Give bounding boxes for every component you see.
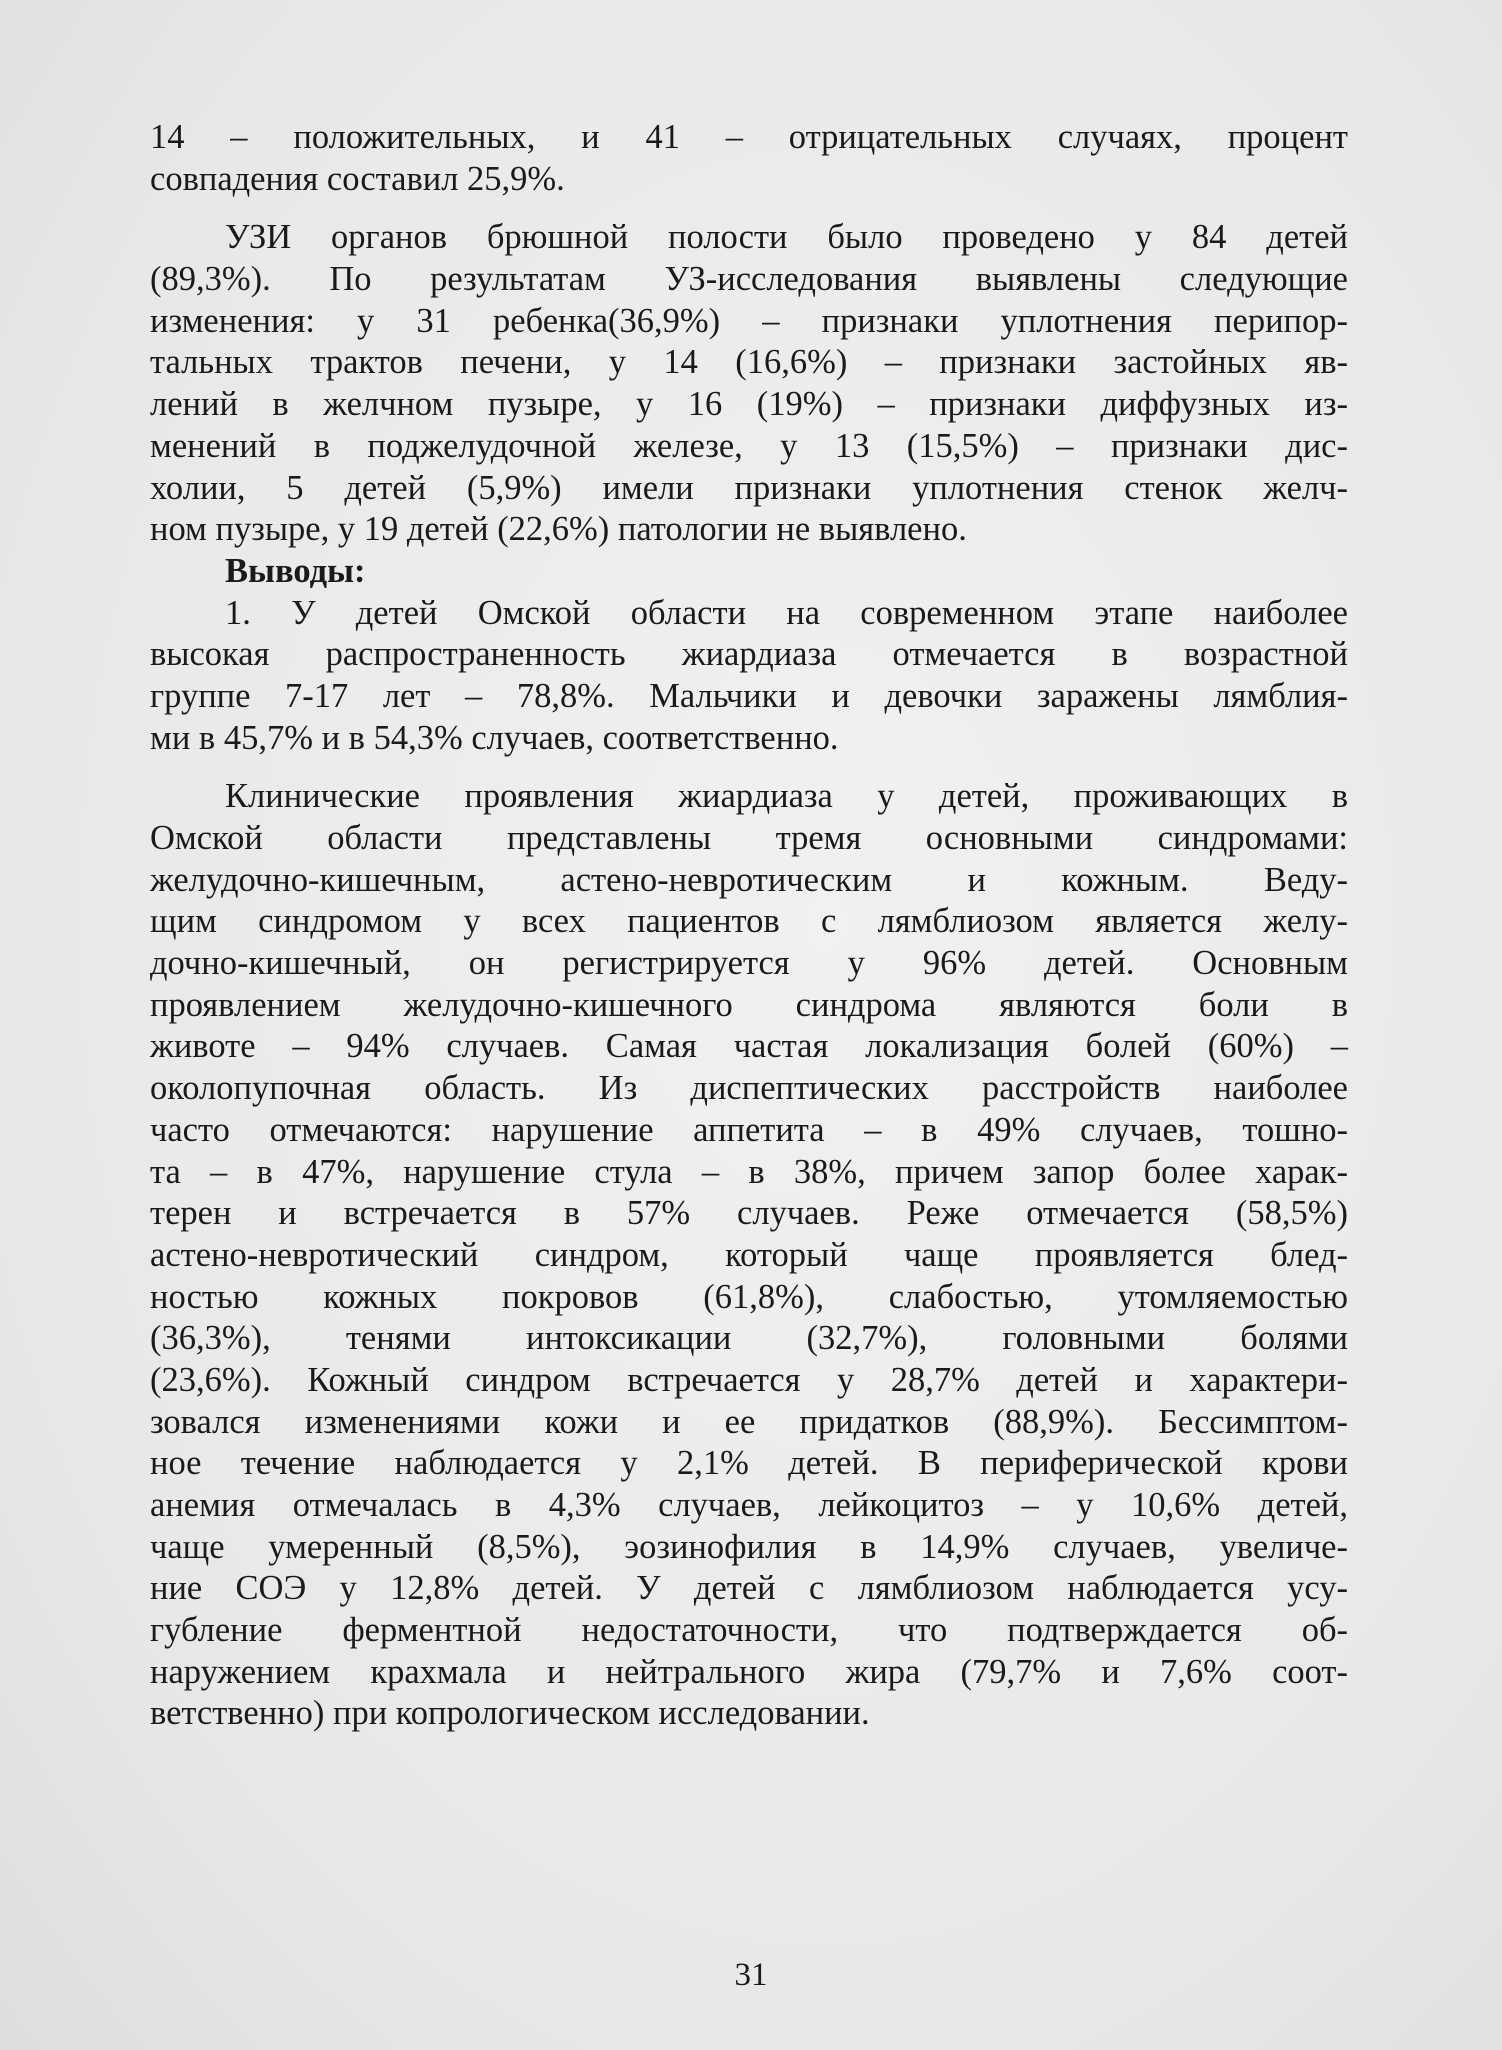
text-line: чаще умеренный (8,5%), эозинофилия в 14,9% случаев, увеличе- xyxy=(150,1527,1348,1566)
text-line: ностью кожных покровов (61,8%), слабостью, утомляемостью xyxy=(150,1277,1348,1316)
paragraph-3 xyxy=(150,593,1348,760)
page-number: 31 xyxy=(734,1957,768,1993)
text-line: ном пузыре, у 19 детей (22,6%) патологии не выявлено. xyxy=(150,510,967,549)
text-line: околопупочная область. Из диспептических расстройств наиболее xyxy=(150,1069,1348,1108)
text-line: (89,3%). По результатам УЗ-исследования выявлены следующие xyxy=(150,260,1348,299)
text-line: проявлением желудочно-кишечного синдрома являются боли в xyxy=(150,985,1348,1024)
text-line: (36,3%), тенями интоксикации (32,7%), головными болями xyxy=(150,1319,1348,1358)
text-line: совпадения составил 25,9%. xyxy=(150,159,565,198)
text-line: ветственно) при копрологическом исследовании. xyxy=(150,1694,870,1733)
text-line: высокая распространенность жиардиаза отмечается в возрастной xyxy=(150,635,1348,674)
text-line: лений в желчном пузыре, у 16 (19%) – признаки диффузных из- xyxy=(150,385,1348,424)
text-line: ное течение наблюдается у 2,1% детей. В периферической крови xyxy=(150,1444,1348,1483)
text-line: группе 7-17 лет – 78,8%. Мальчики и девочки заражены лямблия- xyxy=(150,676,1348,715)
text-line: щим синдромом у всех пациентов с лямблиозом является желу- xyxy=(150,902,1348,941)
text-line: ми в 45,7% и в 54,3% случаев, соответственно. xyxy=(150,718,839,757)
text-line: животе – 94% случаев. Самая частая локализация болей (60%) – xyxy=(150,1027,1348,1066)
paragraph-4 xyxy=(150,776,1348,1735)
text-line: анемия отмечалась в 4,3% случаев, лейкоцитоз – у 10,6% детей, xyxy=(150,1486,1348,1524)
text-line: астено-невротический синдром, который чаще проявляется блед- xyxy=(150,1235,1348,1274)
text-line: холии, 5 детей (5,9%) имели признаки уплотнения стенок желч- xyxy=(150,468,1348,507)
text-line: дочно-кишечный, он регистрируется у 96% детей. Основным xyxy=(150,944,1348,983)
text-line: желудочно-кишечным, астено-невротическим и кожным. Веду- xyxy=(150,860,1348,899)
paragraph-2 xyxy=(150,217,1348,551)
text-line: наружением крахмала и нейтрального жира (79,7% и 7,6% соот- xyxy=(150,1652,1348,1691)
text-line: тальных трактов печени, у 14 (16,6%) – признаки застойных яв- xyxy=(150,343,1348,382)
text-line: ние СОЭ у 12,8% детей. У детей с лямблиозом наблюдается усу- xyxy=(150,1569,1348,1608)
text-line: Омской области представлены тремя основными синдромами: xyxy=(150,819,1348,857)
text-line: та – в 47%, нарушение стула – в 38%, причем запор более харак- xyxy=(150,1152,1348,1191)
text-line: Клинические проявления жиардиаза у детей, проживающих в xyxy=(225,777,1348,816)
paragraph-1 xyxy=(150,117,1348,200)
section-heading: Выводы: xyxy=(225,551,366,590)
text-line: губление ферментной недостаточности, что подтверждается об- xyxy=(150,1611,1348,1650)
text-line: зовался изменениями кожи и ее придатков (88,9%). Бессимптом- xyxy=(150,1402,1348,1441)
text-line: (23,6%). Кожный синдром встречается у 28,7% детей и характери- xyxy=(150,1360,1348,1399)
text-line: терен и встречается в 57% случаев. Реже отмечается (58,5%) xyxy=(150,1194,1348,1233)
text-line: менений в поджелудочной железе, у 13 (15,5%) – признаки дис- xyxy=(150,426,1348,465)
text-line: 1. У детей Омской области на современном этапе наиболее xyxy=(225,593,1348,632)
body-text xyxy=(150,117,1348,1735)
text-line: изменения: у 31 ребенка(36,9%) – признаки уплотнения перипор- xyxy=(150,301,1348,340)
text-line: 14 – положительных, и 41 – отрицательных случаях, процент xyxy=(150,118,1348,156)
text-line: УЗИ органов брюшной полости было проведено у 84 детей xyxy=(225,218,1348,257)
text-line: часто отмечаются: нарушение аппетита – в 49% случаев, тошно- xyxy=(150,1110,1348,1149)
